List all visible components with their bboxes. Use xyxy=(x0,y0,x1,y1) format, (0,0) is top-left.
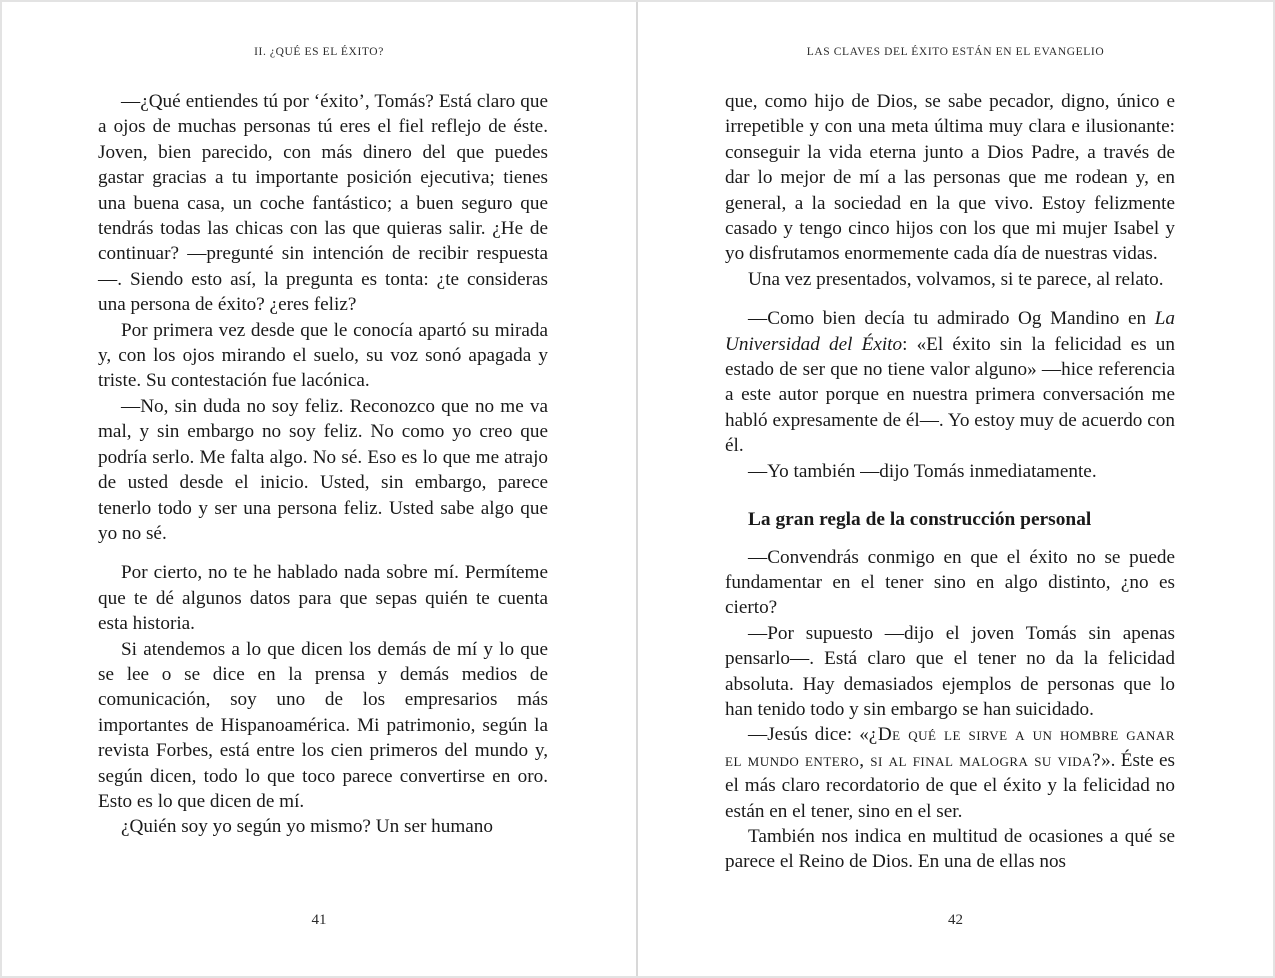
gospel-quote: ¿De qué le sirve a un hombre ganar el mundo entero, si al final malogra su vida? xyxy=(725,724,1175,771)
paragraph: —Por supuesto —dijo el joven Tomás sin apenas pensarlo—. Está claro que el tener no da la felicidad absoluta. Hay demasiados ejemplos de personas que lo han tenido todo y sin embargo se han suicidado. xyxy=(725,622,1175,720)
paragraph: —¿Qué entiendes tú por ‘éxito’, Tomás? Está claro que a ojos de muchas personas tú eres el fiel reflejo de éste. Joven, bien parecido, con más dinero del que puedes gastar gracias a tu importante posición ejecutiva; tienes una buena casa, un coche fantástico; a buen seguro que tendrás todas las chicas con las que quieras salir. ¿He de continuar? —pregunté sin intención de recibir respuesta—. Siendo esto así, la pregunta es tonta: ¿te consideras una persona de éxito? ¿eres feliz? xyxy=(98,91,548,316)
paragraph xyxy=(725,722,1175,824)
paragraph xyxy=(725,306,1175,458)
paragraph-text: ». Éste es el más claro recordatorio de que el éxito y la felicidad no están en el tener, sino en el ser. xyxy=(725,749,1175,822)
paragraph: —Convendrás conmigo en que el éxito no se puede fundamentar en el tener sino en algo distinto, ¿no es cierto? xyxy=(725,546,1175,619)
paragraph: Por cierto, no te he hablado nada sobre mí. Permíteme que te dé algunos datos para que sepas quién te cuenta esta historia. xyxy=(98,562,548,635)
running-head-right: LAS CLAVES DEL ÉXITO ESTÁN EN EL EVANGELIO xyxy=(806,46,1105,58)
paragraph: También nos indica en multitud de ocasiones a qué se parece el Reino de Dios. En una de ellas nos xyxy=(725,825,1175,873)
paragraph: Por primera vez desde que le conocía apartó su mirada y, con los ojos mirando el suelo, su voz sonó apagada y triste. Su contestación fue lacónica. xyxy=(98,319,548,392)
left-page-text xyxy=(98,89,548,840)
paragraph: Una vez presentados, volvamos, si te parece, al relato. xyxy=(748,268,1164,290)
paragraph: ¿Quién soy yo según yo mismo? Un ser humano xyxy=(121,816,493,838)
paragraph: —No, sin duda no soy feliz. Reconozco que no me va mal, y sin embargo no soy feliz. No como yo creo que podría serlo. Me falta algo. No sé. Eso es lo que me atrajo de usted desde el inicio. Usted, sin embargo, parece tenerlo todo y ser una persona feliz. Usted sabe algo que yo no sé. xyxy=(98,395,548,544)
section-heading: La gran regla de la construcción personal xyxy=(748,509,1092,531)
paragraph: que, como hijo de Dios, se sabe pecador, digno, único e irrepetible y con una meta última muy clara e ilusionante: conseguir la vida eterna junto a Dios Padre, a través de dar lo mejor de mí a las personas que me rodean y, en general, a la sociedad en la que vivo. Estoy felizmente casado y tengo cinco hijos con los que mi mujer Isabel y yo disfrutamos enormemente cada día de nuestras vidas. xyxy=(725,91,1175,265)
right-page xyxy=(638,2,1273,976)
paragraph-text: —Jesús dice: « xyxy=(748,724,869,746)
page-number-left: 41 xyxy=(311,912,327,928)
paragraph-text: —Como bien decía tu admirado Og Mandino en xyxy=(748,308,1147,330)
paragraph-text: : «El éxito sin la felicidad es un estado de ser que no tiene valor alguno» —hice referencia a este autor porque en nuestra primera conversación me habló expresamente de él—. Yo estoy muy de acuerdo con él. xyxy=(725,333,1175,457)
running-head-left: II. ¿QUÉ ES EL ÉXITO? xyxy=(254,46,384,58)
left-page xyxy=(2,2,636,976)
page-number-right: 42 xyxy=(948,912,963,928)
right-page-text xyxy=(725,89,1175,875)
paragraph: —Yo también —dijo Tomás inmediatamente. xyxy=(748,460,1097,482)
paragraph: Si atendemos a lo que dicen los demás de mí y lo que se lee o se dice en la prensa y demás medios de comunicación, soy uno de los empresarios más importantes de Hispanoamérica. Mi patrimonio, según la revista Forbes, está entre los cien primeros del mundo y, según dicen, todo lo que toco parece convertirse en oro. Esto es lo que dicen de mí. xyxy=(98,638,548,812)
book-title: La Universidad del Éxito xyxy=(725,308,1176,355)
